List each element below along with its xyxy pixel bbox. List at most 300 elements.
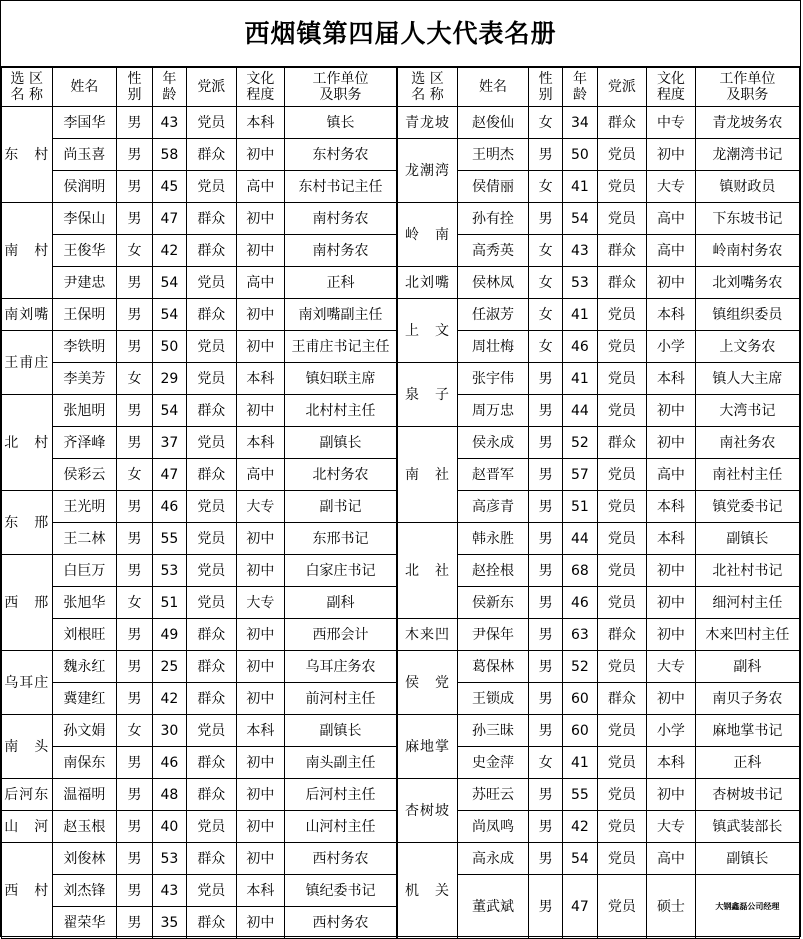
cell-region: 王甫庄 <box>2 331 53 395</box>
cell-sex: 男 <box>117 331 152 363</box>
table-row <box>2 427 800 459</box>
cell-name: 张旭明 <box>52 395 117 427</box>
cell-sex: 女 <box>528 107 562 139</box>
cell-age: 46 <box>563 331 597 363</box>
cell-edu: 初中 <box>236 235 285 267</box>
cell-age: 44 <box>563 395 597 427</box>
cell-age: 41 <box>563 747 597 779</box>
cell-age: 54 <box>152 267 186 299</box>
cell-age: 46 <box>152 491 186 523</box>
cell-edu: 本科 <box>647 747 696 779</box>
cell-party: 群众 <box>597 107 647 139</box>
cell-job: 镇长 <box>285 107 397 139</box>
cell-age: 48 <box>152 779 186 811</box>
cell-name: 王锁成 <box>458 683 529 715</box>
cell-job: 副书记 <box>285 491 397 523</box>
cell-party: 党员 <box>187 491 237 523</box>
cell-name: 赵拴根 <box>458 555 529 587</box>
cell-age: 43 <box>152 107 186 139</box>
cell-name: 韩永胜 <box>458 523 529 555</box>
cell-sex: 男 <box>528 363 562 395</box>
cell-edu: 本科 <box>236 107 285 139</box>
cell-party: 群众 <box>597 427 647 459</box>
cell-edu: 初中 <box>236 843 285 875</box>
cell-job: 麻地掌书记 <box>695 715 799 747</box>
cell-party: 党员 <box>187 267 237 299</box>
cell-job: 镇组织委员 <box>695 299 799 331</box>
cell-region: 北 村 <box>2 395 53 491</box>
cell-party: 群众 <box>187 235 237 267</box>
cell-name: 侯润明 <box>52 171 117 203</box>
cell-sex: 男 <box>528 811 562 843</box>
cell-age: 53 <box>563 267 597 299</box>
cell-region: 后河东 <box>2 779 53 811</box>
cell-sex: 男 <box>117 747 152 779</box>
cell-name: 侯新东 <box>458 587 529 619</box>
cell-age: 42 <box>152 235 186 267</box>
cell-job: 副镇长 <box>695 523 799 555</box>
cell-age: 46 <box>152 747 186 779</box>
cell-sex: 男 <box>528 491 562 523</box>
cell-edu: 初中 <box>236 395 285 427</box>
cell-edu: 高中 <box>647 459 696 491</box>
cell-region: 乌耳庄 <box>2 651 53 715</box>
cell-name: 孙有拴 <box>458 203 529 235</box>
cell-name: 赵玉根 <box>52 811 117 843</box>
cell-sex: 男 <box>117 555 152 587</box>
table-row <box>2 843 800 875</box>
cell-age: 57 <box>563 459 597 491</box>
table-row <box>2 203 800 235</box>
cell-age: 47 <box>152 459 186 491</box>
cell-job: 副科 <box>695 651 799 683</box>
cell-party: 党员 <box>187 875 237 907</box>
cell-job: 东邢书记 <box>285 523 397 555</box>
cell-job: 大湾书记 <box>695 395 799 427</box>
cell-edu: 大专 <box>647 811 696 843</box>
cell-region: 南 头 <box>2 715 53 779</box>
cell-region: 西 邢 <box>2 555 53 651</box>
cell-name: 李铁明 <box>52 331 117 363</box>
cell-sex: 男 <box>117 107 152 139</box>
cell-edu: 初中 <box>236 523 285 555</box>
cell-age: 53 <box>152 555 186 587</box>
cell-sex: 男 <box>117 619 152 651</box>
cell-edu: 本科 <box>236 427 285 459</box>
cell-edu: 初中 <box>647 427 696 459</box>
cell-party: 群众 <box>187 779 237 811</box>
cell-party: 党员 <box>597 811 647 843</box>
header-age-left: 年 龄 <box>152 68 186 107</box>
cell-region: 杏树坡 <box>397 779 458 843</box>
cell-sex: 男 <box>117 907 152 939</box>
cell-age: 50 <box>152 331 186 363</box>
cell-job: 南贝子务农 <box>695 683 799 715</box>
cell-party: 党员 <box>597 747 647 779</box>
header-edu-right: 文化 程度 <box>647 68 696 107</box>
cell-job: 王甫庄书记主任 <box>285 331 397 363</box>
cell-edu: 高中 <box>236 267 285 299</box>
cell-sex: 男 <box>117 267 152 299</box>
cell-age: 47 <box>563 875 597 939</box>
cell-age: 29 <box>152 363 186 395</box>
cell-party: 群众 <box>187 651 237 683</box>
cell-age: 63 <box>563 619 597 651</box>
cell-job: 副科 <box>285 587 397 619</box>
header-region-right: 选 区 名 称 <box>397 68 458 107</box>
cell-job: 副镇长 <box>285 427 397 459</box>
cell-party: 党员 <box>187 331 237 363</box>
cell-job: 青龙坡务农 <box>695 107 799 139</box>
cell-sex: 女 <box>528 267 562 299</box>
cell-name: 南保东 <box>52 747 117 779</box>
cell-name: 尚玉喜 <box>52 139 117 171</box>
cell-name: 周壮梅 <box>458 331 529 363</box>
cell-sex: 男 <box>528 427 562 459</box>
cell-region: 西 村 <box>2 843 53 939</box>
cell-edu: 初中 <box>236 651 285 683</box>
cell-name: 尚凤鸣 <box>458 811 529 843</box>
cell-job: 副镇长 <box>695 843 799 875</box>
cell-edu: 本科 <box>647 299 696 331</box>
cell-party: 群众 <box>187 395 237 427</box>
cell-sex: 男 <box>528 779 562 811</box>
cell-job: 上文务农 <box>695 331 799 363</box>
cell-age: 60 <box>563 715 597 747</box>
cell-party: 党员 <box>597 715 647 747</box>
cell-edu: 小学 <box>647 715 696 747</box>
cell-name: 高彦青 <box>458 491 529 523</box>
cell-party: 群众 <box>597 619 647 651</box>
cell-edu: 本科 <box>236 875 285 907</box>
cell-name: 侯永成 <box>458 427 529 459</box>
cell-job: 镇人大主席 <box>695 363 799 395</box>
cell-edu: 初中 <box>647 779 696 811</box>
cell-name: 魏永红 <box>52 651 117 683</box>
cell-party: 群众 <box>187 907 237 939</box>
cell-sex: 女 <box>528 747 562 779</box>
cell-sex: 男 <box>117 779 152 811</box>
cell-region: 麻地掌 <box>397 715 458 779</box>
cell-edu: 初中 <box>236 299 285 331</box>
header-sex-left: 性 别 <box>117 68 152 107</box>
cell-edu: 初中 <box>236 331 285 363</box>
header-sex-right: 性 别 <box>528 68 562 107</box>
cell-job: 龙潮湾书记 <box>695 139 799 171</box>
cell-name: 董武斌 <box>458 875 529 939</box>
cell-region: 南 村 <box>2 203 53 299</box>
cell-job: 北社村书记 <box>695 555 799 587</box>
cell-party: 党员 <box>187 107 237 139</box>
cell-age: 41 <box>563 299 597 331</box>
cell-region: 龙潮湾 <box>397 139 458 203</box>
roster-table <box>1 67 800 939</box>
cell-party: 党员 <box>597 203 647 235</box>
cell-name: 史金萍 <box>458 747 529 779</box>
cell-age: 43 <box>152 875 186 907</box>
cell-age: 42 <box>152 683 186 715</box>
cell-sex: 男 <box>528 139 562 171</box>
cell-job: 正科 <box>695 747 799 779</box>
cell-party: 群众 <box>187 619 237 651</box>
cell-age: 52 <box>563 427 597 459</box>
cell-sex: 男 <box>117 843 152 875</box>
header-party-left: 党派 <box>187 68 237 107</box>
cell-edu: 初中 <box>647 683 696 715</box>
cell-age: 46 <box>563 587 597 619</box>
table-row <box>2 651 800 683</box>
cell-sex: 男 <box>528 715 562 747</box>
cell-name: 孙文娟 <box>52 715 117 747</box>
header-age-right: 年 龄 <box>563 68 597 107</box>
cell-name: 苏旺云 <box>458 779 529 811</box>
cell-edu: 高中 <box>236 171 285 203</box>
cell-job: 西邢会计 <box>285 619 397 651</box>
cell-age: 45 <box>152 171 186 203</box>
cell-party: 党员 <box>597 331 647 363</box>
cell-party: 党员 <box>597 171 647 203</box>
cell-sex: 女 <box>117 363 152 395</box>
cell-edu: 硕士 <box>647 875 696 939</box>
cell-sex: 男 <box>117 683 152 715</box>
cell-age: 58 <box>152 139 186 171</box>
cell-job: 东村务农 <box>285 139 397 171</box>
cell-edu: 小学 <box>647 331 696 363</box>
cell-party: 党员 <box>597 459 647 491</box>
cell-party: 党员 <box>187 363 237 395</box>
cell-region: 北刘嘴 <box>397 267 458 299</box>
cell-age: 68 <box>563 555 597 587</box>
cell-region: 上 文 <box>397 299 458 363</box>
cell-age: 54 <box>563 843 597 875</box>
cell-sex: 男 <box>528 619 562 651</box>
cell-edu: 高中 <box>647 203 696 235</box>
cell-party: 党员 <box>597 139 647 171</box>
cell-age: 55 <box>563 779 597 811</box>
cell-sex: 男 <box>117 651 152 683</box>
cell-sex: 男 <box>117 427 152 459</box>
cell-name: 张宇伟 <box>458 363 529 395</box>
cell-name: 王保明 <box>52 299 117 331</box>
cell-edu: 初中 <box>236 907 285 939</box>
cell-job: 南村务农 <box>285 235 397 267</box>
cell-name: 王俊华 <box>52 235 117 267</box>
cell-edu: 初中 <box>647 555 696 587</box>
cell-sex: 男 <box>117 491 152 523</box>
header-job-left: 工作单位 及职务 <box>285 68 397 107</box>
cell-edu: 初中 <box>236 747 285 779</box>
cell-party: 党员 <box>597 587 647 619</box>
cell-party: 党员 <box>597 363 647 395</box>
cell-region: 山 河 <box>2 811 53 843</box>
cell-age: 40 <box>152 811 186 843</box>
cell-age: 25 <box>152 651 186 683</box>
table-row <box>2 107 800 139</box>
cell-party: 群众 <box>597 683 647 715</box>
cell-party: 党员 <box>597 523 647 555</box>
cell-age: 47 <box>152 203 186 235</box>
cell-name: 李国华 <box>52 107 117 139</box>
cell-job: 下东坡书记 <box>695 203 799 235</box>
cell-edu: 大专 <box>647 651 696 683</box>
cell-job: 北村村主任 <box>285 395 397 427</box>
header-job-right: 工作单位 及职务 <box>695 68 799 107</box>
cell-region: 侯 党 <box>397 651 458 715</box>
cell-sex: 女 <box>528 299 562 331</box>
cell-name: 侯倩丽 <box>458 171 529 203</box>
cell-name: 王二林 <box>52 523 117 555</box>
cell-region: 南刘嘴 <box>2 299 53 331</box>
cell-party: 群众 <box>187 203 237 235</box>
cell-edu: 初中 <box>236 811 285 843</box>
cell-job: 镇财政员 <box>695 171 799 203</box>
cell-name: 白巨万 <box>52 555 117 587</box>
cell-job: 木来凹村主任 <box>695 619 799 651</box>
cell-name: 孙三昧 <box>458 715 529 747</box>
header-party-right: 党派 <box>597 68 647 107</box>
table-row <box>2 363 800 395</box>
table-row <box>2 523 800 555</box>
cell-job: 北村务农 <box>285 459 397 491</box>
cell-job: 西村务农 <box>285 843 397 875</box>
cell-edu: 大专 <box>647 171 696 203</box>
cell-sex: 男 <box>117 299 152 331</box>
header-name-left: 姓名 <box>52 68 117 107</box>
cell-job: 镇党委书记 <box>695 491 799 523</box>
cell-party: 群众 <box>187 459 237 491</box>
cell-name: 王明杰 <box>458 139 529 171</box>
cell-party: 党员 <box>187 715 237 747</box>
cell-name: 冀建红 <box>52 683 117 715</box>
cell-age: 55 <box>152 523 186 555</box>
cell-sex: 女 <box>117 715 152 747</box>
cell-name: 刘俊林 <box>52 843 117 875</box>
cell-job: 前河村主任 <box>285 683 397 715</box>
cell-edu: 初中 <box>647 619 696 651</box>
cell-age: 53 <box>152 843 186 875</box>
cell-age: 52 <box>563 651 597 683</box>
cell-age: 43 <box>563 235 597 267</box>
cell-age: 35 <box>152 907 186 939</box>
cell-edu: 初中 <box>647 587 696 619</box>
cell-sex: 男 <box>528 843 562 875</box>
cell-party: 群众 <box>187 299 237 331</box>
cell-party: 党员 <box>597 779 647 811</box>
cell-name: 高秀英 <box>458 235 529 267</box>
cell-name: 赵俊仙 <box>458 107 529 139</box>
cell-age: 51 <box>152 587 186 619</box>
cell-job: 白家庄书记 <box>285 555 397 587</box>
cell-age: 54 <box>152 395 186 427</box>
cell-region: 木来凹 <box>397 619 458 651</box>
cell-region: 泉 子 <box>397 363 458 427</box>
cell-edu: 高中 <box>236 459 285 491</box>
cell-party: 群众 <box>597 235 647 267</box>
cell-name: 李美芳 <box>52 363 117 395</box>
cell-name: 翟荣华 <box>52 907 117 939</box>
cell-party: 党员 <box>597 299 647 331</box>
cell-edu: 高中 <box>647 235 696 267</box>
header-region-left: 选 区 名 称 <box>2 68 53 107</box>
cell-age: 54 <box>152 299 186 331</box>
cell-job: 南刘嘴副主任 <box>285 299 397 331</box>
cell-edu: 初中 <box>236 555 285 587</box>
cell-party: 党员 <box>597 651 647 683</box>
cell-region: 南 社 <box>397 427 458 523</box>
cell-edu: 高中 <box>647 843 696 875</box>
cell-sex: 女 <box>528 331 562 363</box>
cell-sex: 男 <box>528 523 562 555</box>
table-row <box>2 619 800 651</box>
cell-region: 青龙坡 <box>397 107 458 139</box>
cell-name: 刘杰锋 <box>52 875 117 907</box>
cell-age: 30 <box>152 715 186 747</box>
cell-region: 北 社 <box>397 523 458 619</box>
cell-sex: 男 <box>528 395 562 427</box>
cell-sex: 男 <box>528 651 562 683</box>
cell-sex: 男 <box>528 875 562 939</box>
cell-age: 44 <box>563 523 597 555</box>
cell-edu: 本科 <box>647 491 696 523</box>
table-row <box>2 267 800 299</box>
cell-party: 党员 <box>187 171 237 203</box>
cell-party: 群众 <box>597 267 647 299</box>
cell-job: 南社村主任 <box>695 459 799 491</box>
cell-party: 群众 <box>187 139 237 171</box>
cell-sex: 男 <box>117 523 152 555</box>
cell-edu: 初中 <box>236 203 285 235</box>
cell-job: 南头副主任 <box>285 747 397 779</box>
cell-sex: 女 <box>117 459 152 491</box>
cell-job: 镇纪委书记 <box>285 875 397 907</box>
table-row <box>2 139 800 171</box>
cell-party: 群众 <box>187 683 237 715</box>
cell-age: 37 <box>152 427 186 459</box>
cell-edu: 本科 <box>647 363 696 395</box>
cell-age: 42 <box>563 811 597 843</box>
cell-age: 50 <box>563 139 597 171</box>
table-row <box>2 715 800 747</box>
cell-name: 王光明 <box>52 491 117 523</box>
cell-sex: 女 <box>528 171 562 203</box>
cell-age: 34 <box>563 107 597 139</box>
cell-sex: 女 <box>117 587 152 619</box>
cell-party: 群众 <box>187 747 237 779</box>
cell-party: 党员 <box>597 555 647 587</box>
page-title: 西烟镇第四届人大代表名册 <box>1 1 800 67</box>
cell-age: 49 <box>152 619 186 651</box>
table-row <box>2 299 800 331</box>
cell-age: 41 <box>563 363 597 395</box>
cell-sex: 男 <box>117 875 152 907</box>
cell-job: 西村务农 <box>285 907 397 939</box>
cell-job: 东村书记主任 <box>285 171 397 203</box>
cell-edu: 初中 <box>647 395 696 427</box>
cell-name: 刘根旺 <box>52 619 117 651</box>
cell-job: 山河村主任 <box>285 811 397 843</box>
cell-age: 41 <box>563 171 597 203</box>
cell-job: 杏树坡书记 <box>695 779 799 811</box>
cell-party: 党员 <box>597 843 647 875</box>
cell-job: 岭南村务农 <box>695 235 799 267</box>
cell-sex: 男 <box>528 555 562 587</box>
cell-edu: 本科 <box>647 523 696 555</box>
cell-sex: 男 <box>528 203 562 235</box>
cell-name: 尹建忠 <box>52 267 117 299</box>
cell-party: 党员 <box>187 811 237 843</box>
cell-sex: 女 <box>117 235 152 267</box>
cell-sex: 男 <box>528 587 562 619</box>
